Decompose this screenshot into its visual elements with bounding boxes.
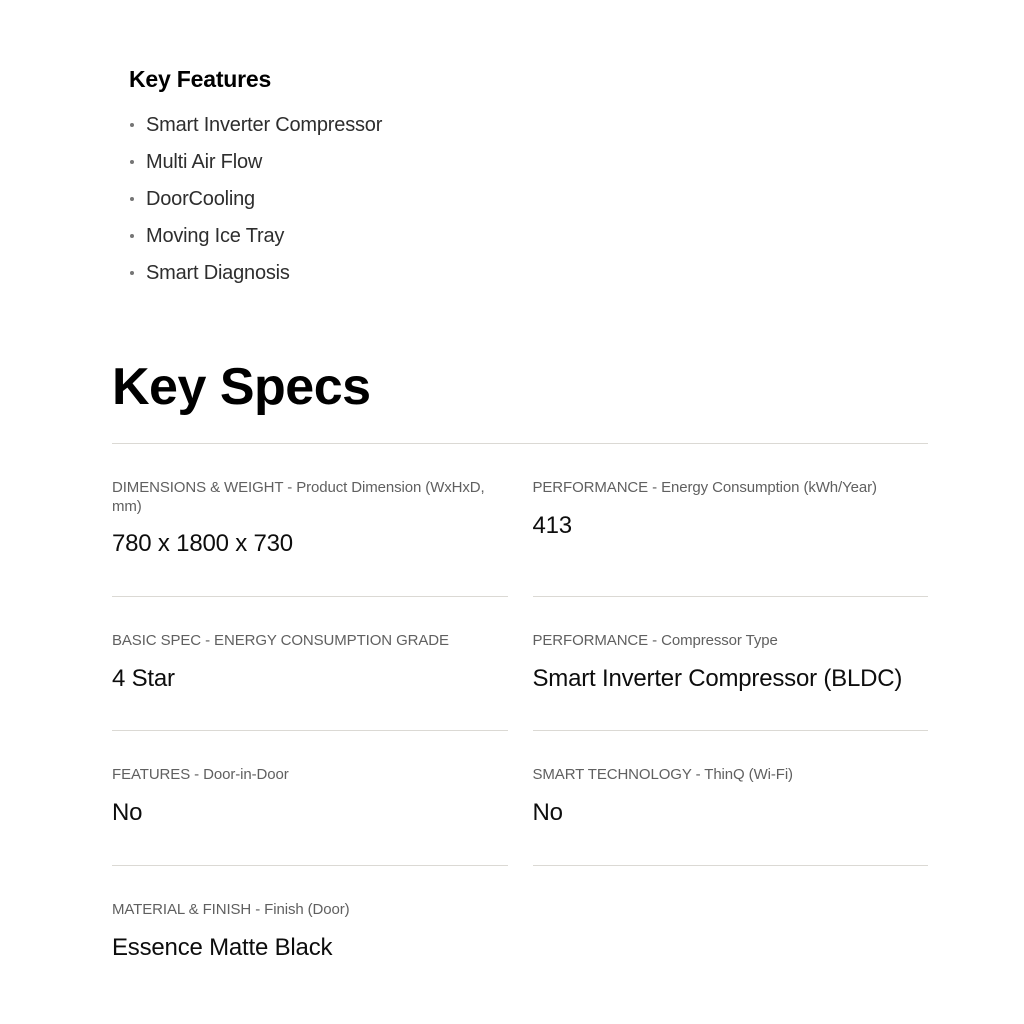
spec-label: DIMENSIONS & WEIGHT - Product Dimension (WxHxD, mm) <box>112 478 485 515</box>
bullet-icon <box>130 271 134 275</box>
feature-item-label: DoorCooling <box>146 187 255 210</box>
spec-value: No <box>532 799 563 827</box>
bullet-icon <box>130 123 134 127</box>
spec-cell-energy-consumption <box>533 444 929 597</box>
spec-value: Smart Inverter Compressor (BLDC) <box>532 664 903 692</box>
key-specs-section <box>112 356 928 1000</box>
spec-label: SMART TECHNOLOGY - ThinQ (Wi-Fi) <box>532 766 793 784</box>
spec-label: MATERIAL & FINISH - Finish (Door) <box>112 900 350 918</box>
feature-item <box>129 144 1024 181</box>
spec-value: 413 <box>532 511 572 539</box>
feature-item <box>129 218 1024 255</box>
bullet-icon <box>130 234 134 238</box>
feature-item-label: Smart Inverter Compressor <box>146 113 383 136</box>
key-features-title: Key Features <box>129 66 272 92</box>
key-features-list <box>129 107 1024 292</box>
spec-cell-compressor-type <box>533 597 929 731</box>
spec-label: FEATURES - Door-in-Door <box>112 766 289 784</box>
spec-label: PERFORMANCE - Compressor Type <box>532 632 778 650</box>
feature-item-label: Multi Air Flow <box>146 150 263 173</box>
spec-cell-thinq-wifi <box>533 731 929 865</box>
feature-item <box>129 255 1024 292</box>
bullet-icon <box>130 160 134 164</box>
key-features-section <box>0 0 1024 292</box>
feature-item <box>129 181 1024 218</box>
spec-value: No <box>112 799 143 827</box>
bullet-icon <box>130 197 134 201</box>
spec-value: 4 Star <box>112 664 175 692</box>
feature-item-label: Moving Ice Tray <box>146 224 285 247</box>
spec-cell-door-finish <box>112 866 508 999</box>
specs-grid <box>112 443 928 999</box>
spec-label: BASIC SPEC - ENERGY CONSUMPTION GRADE <box>112 632 449 650</box>
key-specs-title: Key Specs <box>112 357 371 416</box>
feature-item <box>129 107 1024 144</box>
feature-item-label: Smart Diagnosis <box>146 261 290 284</box>
spec-cell-door-in-door <box>112 731 508 865</box>
spec-value: 780 x 1800 x 730 <box>112 530 293 558</box>
spec-label: PERFORMANCE - Energy Consumption (kWh/Year) <box>532 478 877 496</box>
spec-value: Essence Matte Black <box>112 933 333 961</box>
spec-cell-energy-grade <box>112 597 508 731</box>
spec-cell-product-dimension <box>112 444 508 597</box>
